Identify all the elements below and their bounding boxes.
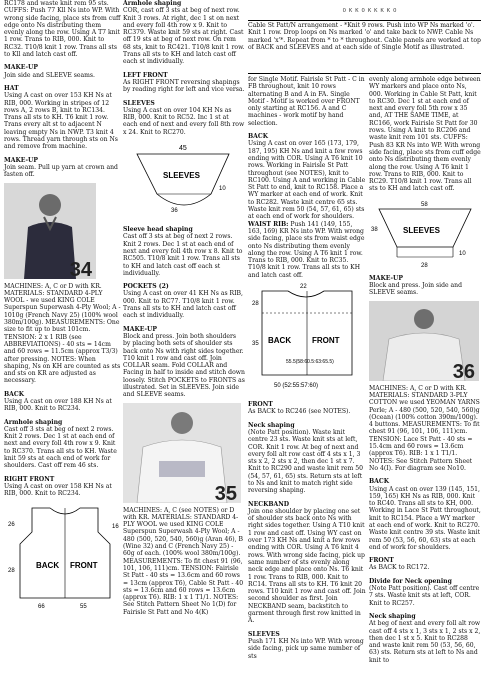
makeup-text-2: Block and press. Join both shoulders by placing both sets of shoulder sts back onto Ns with right sides together. T10 knit 1 row and cast off. Join COLLAR seam. Fold COLLAR and Facing in half to inside and stitch down loosely. Stitch POCKETS to FRONTS as illustrated. Set in SLEEVES. Join side and SLEEVE seams. <box>123 332 245 399</box>
pockets-text: Using A cast on over 41 KH Ns as RIB, 000. Knit to RC77. T10/8 knit 1 row. Trans all sts to KH and latch cast off each st individually. <box>123 290 243 320</box>
back-text-1: Using A cast on over 188 KH Ns at RIB, 000. Knit to RC234. <box>4 397 112 413</box>
schem4-side: 10 <box>459 250 466 257</box>
schem2-label: SLEEVES <box>163 171 200 181</box>
column-4 <box>369 76 481 664</box>
makeup-heading-4: MAKE-UP <box>369 274 403 282</box>
schem1-dim-26: 26 <box>8 521 15 528</box>
front-heading-3: FRONT <box>248 401 273 409</box>
photo-36-number: 36 <box>452 361 475 381</box>
schem1-dim-55: 55 <box>80 603 87 610</box>
armhole-text-1: Cast off 3 sts at beg of next 2 rows. Knit 2 rows. Dec 1 st at each end of next and every foll 4th row x 9. Knit to RC370. Trans all sts to KH. Waste knit 59 sts at each end of work for shoulders. Cast off rem 46 sts. <box>4 425 117 470</box>
neck-heading-3: Neck shaping <box>248 421 295 429</box>
schem1-dim-66: 66 <box>38 603 45 610</box>
back-heading-1: BACK <box>4 390 25 398</box>
schem2-left: 36 <box>171 208 178 215</box>
waist-rib-heading: WAIST RIB: <box>248 220 289 228</box>
sleeves-heading-3: SLEEVES <box>248 630 280 638</box>
front-text-4: As BACK to RC172. <box>369 564 430 572</box>
schem3-front: FRONT <box>312 336 340 346</box>
sleevehead-text: Cast off 3 sts at beg of next 2 rows. Knit 2 rows. Dec 1 st at each end of next and every foll 4th row x 8. Knit to RC505. T10/8 knit 1 row. Trans all sts to KH and latch cast off each st individually. <box>123 233 243 277</box>
back-front-schematic <box>4 502 122 612</box>
photo-35 <box>123 403 241 503</box>
back-heading-3: BACK <box>248 133 269 141</box>
makeup-text-4: Block and press. Join side and SLEEVE seams. <box>369 282 462 297</box>
sleeves-text-2: Using A cast on over 104 KH Ns as RIB, 000. Knit to RC52. Inc 1 st at each end of next and every foll 8th row x 24. Knit to RC270. <box>123 106 245 136</box>
schem4-bottom: 28 <box>421 262 428 269</box>
armhole-text-2: COR, cast off 3 sts at beg of next row. Knit 3 rows. At right, dec 1 st on next and every foll 4th row x 9. Knit to RC379. Waste knit 59 sts at right. Cast off 19 sts at beg of next row. On rem 68 sts, knit to RC421. T10/8 knit 1 row. Trans all sts to KH and latch cast off each st individually. <box>123 7 245 66</box>
front-heading-4: FRONT <box>369 557 394 565</box>
back-text-4: Using A cast on over 139 (145, 151, 159, 165) KH Ns as RIB, 000. Knit to RC40. Trans all sts to KH, 000. Working in Lace St Patt throughout, knit to RC154. Place a WY marker at each end of work. Knit to RC270. Waste knit centre 39 sts. Waste knit rem 50 (53, 56, 60, 63) sts at each end of work for shoulders. <box>369 485 481 551</box>
schem1-front-label: FRONT <box>70 560 98 570</box>
neck-text-3: (Note Patt position). Waste knit centre 23 sts. Waste knit sts at left, COR. Knit 1 row. At beg of next and every foll alt row cast off 4 sts x 1, 3 sts x 2, 2 sts x 2, then dec 1 st x 7. Knit to RC290 and waste knit rem 50 (54, 57, 61, 65) sts. Return sts at left to Ns and knit to match right side reversing shaping. <box>248 428 363 495</box>
right-front-heading: RIGHT FRONT <box>4 475 55 483</box>
column-2 <box>123 0 245 616</box>
makeup2-text: Join seam. Pull up yarn at crown and fasten off. <box>4 163 118 179</box>
schem4-top: 58 <box>421 201 428 208</box>
column-1 <box>4 0 122 612</box>
right-front-text: Using A cast on over 158 KH Ns at RIB, 000. Knit to RC234. <box>4 482 112 498</box>
band-bottom-rule <box>248 73 481 74</box>
sleevehead-heading: Sleeve head shaping <box>123 226 193 234</box>
left-front-heading: LEFT FRONT <box>123 71 168 79</box>
waist-rib-text: Push 141 (149, 155, 163, 169) KR Ns into WP. With wrong side facing, place sts from waist edge onto Ns distributing them evenly along the row. Using A T6 knit 1 row. Trans to RIB, 000. Knit to RC35. T10/8 knit 1 row. Trans all sts to KH and latch cast off. <box>248 220 365 279</box>
back-front-schematic-3 <box>248 283 366 395</box>
sleeve-schematic-4 <box>369 197 481 269</box>
hat-heading: HAT <box>4 84 19 92</box>
armhole-heading-2: Armhole shaping <box>123 0 182 7</box>
left-front-text: As RIGHT FRONT reversing shapings by reading right for left and vice versa. <box>123 78 245 94</box>
hat-text: Using A cast on over 153 KH Ns at RIB, 000. Working in stripes of 12 rows A, 2 rows B, knit to RC134. Trans all sts to KH. T6 knit 1 row. Trans every alt st to adjacent N leaving empty Ns in NWP. T3 knit 4 rows. Thread yarn through sts on Ns and remove from machine. <box>4 92 118 151</box>
makeup-heading: MAKE-UP <box>4 64 38 72</box>
sleeves-heading-2: SLEEVES <box>123 99 155 107</box>
makeup-heading-2: MAKE-UP <box>123 325 157 333</box>
schem3-35: 35 <box>252 341 259 348</box>
front-text-3: As BACK to RC246 (see NOTES). <box>248 408 351 416</box>
sleeves-text-3: Push 171 KH Ns into WP. With wrong side facing, pick up same number of sts <box>248 637 364 660</box>
schem1-back-label: BACK <box>36 560 60 570</box>
cable-band-text: Cable St Patt/N arrangement - *Knit 9 rows. Push into WP Ns marked 'o'. Knit 1 row. Drop loops on Ns marked 'o' and take back to NWP. Cable Ns marked 'x'*. Repeat from * to * throughout. Cable panels are worked at top of BACK and SLEEVES and at each side of Single Motif as illustrated. <box>248 22 481 51</box>
cable-band <box>248 20 481 73</box>
makeup2-heading: MAKE-UP <box>4 156 38 164</box>
machines-34: MACHINES: A, C or D with KR. MATERIALS: STANDARD 4-PLY WOOL - we used KING COLE Superspun Superwash 4-Ply Wool; A - 1010g (French Navy 25) (100% wool 380m/100g). MEASUREMENTS: One size to fit up to bust 101cm. TENSION: 2 x 1 RIB (see ABBREVIATIONS) - 40 sts = 14cm and 60 rows = 11.5cm (approx T3/3) after pressing. NOTES: When shaping, Ns on KH are counted as sts and sts on KR are adjusted as necessary. <box>4 282 121 385</box>
photo-34-number: 34 <box>69 259 92 279</box>
header-strip: OKKOKKKKO <box>342 7 400 14</box>
schem1-dim-16: 16 <box>112 523 119 530</box>
neck-heading-4: Neck shaping <box>369 612 416 620</box>
schem1-dim-28: 28 <box>8 567 15 574</box>
schem3-dims: 50 (52:55:57:60) <box>274 383 319 390</box>
photo-34 <box>4 183 96 279</box>
schem2-right: 10 <box>219 186 226 193</box>
neck-text-4: At beg of next and every foll alt row cast off 4 sts x 1, 3 sts x 1, 2 sts x 2, then dec 1 st x 5. Knit to RC288 and waste knit rem 50 (53, 56, 60, 63) sts. Return sts at left to Ns and knit to <box>369 620 481 664</box>
machines-36: MACHINES: A, C or D with KR. MATERIALS: STANDARD 3-PLY COTTON we used YEOMAN YARNS Perle; A - 480 (500, 520, 540, 560)g (Ocean) (100% cotton 390m/100g). 4 buttons. MEASUREMENTS: To fit chest 91 (96, 101, 106, 111)cm. TENSION: Lace St Patt - 40 sts = 15.4cm and 60 rows = 13.6cm (approx T6). RIB: 1 x 1 T1/1. NOTES: See Stitch Pattern Sheet No 4(I). For diagram see No10. <box>369 384 480 472</box>
schem3-side: 55.5(58:60.5:63:65.5) <box>286 359 334 366</box>
divide-text: (Note Patt position). Cast off centre 7 sts. Waste knit sts at left, COR. Knit to RC257. <box>369 585 480 607</box>
schem3-back: BACK <box>268 336 292 346</box>
machines-35: MACHINES: A, C (see NOTES) or D with KR. MATERIALS: STANDARD 4-PLY WOOL we used KING COLE Superspun Superwash 4-Ply Wool; A - 480 (500, 520, 540, 560)g (Aran 46), B (Wine 32) and C (French Navy 25) - 60g of each. (100% wool 380m/100g). MEASUREMENTS: To fit chest 91 (96, 101, 106, 111)cm. TENSION: Fairisle St Patt - 40 sts = 13.6cm and 60 rows = 13cm (approx T6), Cable St Patt - 40 sts = 13.6cm and 60 rows = 13.6cm (approx T6). RIB: 1 x 1 T1/1. NOTES: See Stitch Pattern Sheet No 1(D) for Fairisle St Patt and No 4(K) <box>123 506 244 616</box>
col4-intro: evenly along armhole edge between WY markers and place onto Ns, 000. Working in Cable St Patt, knit to RC30. Dec 1 st at each end of next and every foll 5th row x 35 and, AT THE SAME TIME, at RC166, work Fairisle St Patt for 30 rows. Using A knit to RC206 and waste knit rem 101 sts. CUFFS: Push 83 KR Ns into WP. With wrong side facing, place sts from cuff edge onto Ns distributing them evenly along the row. Using A T6 knit 1 row. Trans to RIB, 000. Knit to RC29. T10/8 knit 1 row. Trans all sts to KH and latch cast off. <box>369 76 481 193</box>
back-text-3: Using A cast on over 165 (173, 179, 187, 195) KH Ns and knit a few rows ending with COR. Using A T6 knit 10 rows. Working in Fairisle St Patt throughout (see NOTES), knit to RC100. Using A and working in Cable St Patt to end, knit to RC158. Place a WY marker at each end of work. Knit to RC282. Waste knit centre 65 sts. Waste knit rem 50 (54, 57, 61, 65) sts at each end of work for shoulders. <box>248 140 366 221</box>
makeup-text: Join side and SLEEVE seams. <box>4 71 95 79</box>
schem3-top: 22 <box>300 284 307 291</box>
schem3-28: 28 <box>252 301 259 308</box>
divide-heading: Divide for Neck opening <box>369 577 452 585</box>
schem4-left: 38 <box>371 226 378 233</box>
col1-intro: RC178 and waste knit rem 95 sts. CUFFS: Push 77 Kll Ns into WP. With wrong side facing, place sts from cuff edge onto Ns distributing them evenly along the row. Using A T7 knit 1 row. Trans to RIB, 000. Knit to RC32. T10/8 knit 1 row. Trans all sts to Kll and latch cast off. <box>4 0 121 59</box>
schem4-label: SLEEVES <box>403 225 440 235</box>
col3-intro: for Single Motif. Fairisle St Patt - C in FB throughout, knit 10 rows alternating B and A in FA. Single Motif - Motif is worked over FRONT only starting at RC156. A and C machines - work motif by hand selection. <box>248 76 365 127</box>
schem2-top: 45 <box>179 145 187 153</box>
photo-35-number: 35 <box>214 483 237 503</box>
neckband-text: Join one shoulder by placing one set of shoulder sts back onto Ns with right sides together. Using A T10 knit 1 row and cast off. Using WY cast on over 173 KH Ns and knit a few rows ending with COR. Using A T6 knit 4 rows. With wrong side facing, pick up same number of sts evenly along neck edge and place onto Ns. T6 knit 1 row. Trans to RIB, 000. Knit to RC14. Trans all sts to KH. T6 knit 20 rows. T10 knit 1 row and cast off. Join second shoulder as first. Join NECKBAND seam, backstitch to garment through first row knitted in A. <box>248 507 366 625</box>
back-heading-4: BACK <box>369 478 390 486</box>
neckband-heading: NECKBAND <box>248 500 290 508</box>
column-3 <box>248 76 366 660</box>
sleeve-schematic-2 <box>123 140 245 220</box>
photo-36 <box>369 301 479 381</box>
armhole-heading-1: Armhole shaping <box>4 418 63 426</box>
pockets-heading: POCKETS (2) <box>123 283 169 291</box>
